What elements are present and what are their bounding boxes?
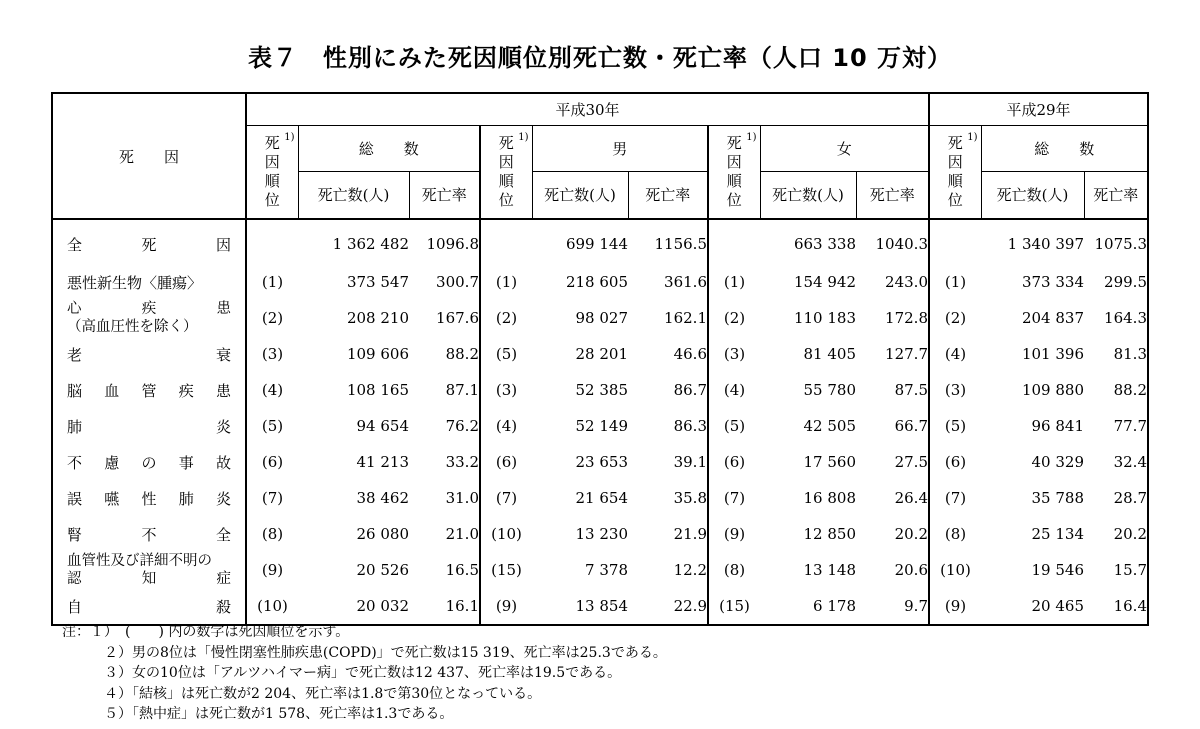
table-row <box>52 588 1148 625</box>
rate-cell: 300.7 <box>409 264 480 300</box>
rate-cell: 32.4 <box>1084 444 1148 480</box>
rate-cell: 9.7 <box>856 588 929 625</box>
header-total-h29: 総 数 <box>981 125 1148 171</box>
rank-cell: (1) <box>723 273 746 291</box>
rate-cell: 21.0 <box>409 516 480 552</box>
table-header <box>52 93 1148 219</box>
rate-cell: 16.5 <box>409 552 480 588</box>
cause-name: 心 疾 患 （高血圧性を除く） <box>52 300 246 336</box>
rate-cell: 20.6 <box>856 552 929 588</box>
deaths-cell: 13 854 <box>532 588 628 625</box>
deaths-cell: 41 213 <box>356 453 409 471</box>
deaths-cell: 35 788 <box>1031 489 1084 507</box>
rank-cell: (5) <box>261 417 284 435</box>
deaths-cell: 94 654 <box>356 417 409 435</box>
rate-cell: 12.2 <box>628 552 708 588</box>
rate-cell: 31.0 <box>409 480 480 516</box>
deaths-cell: 204 837 <box>1021 309 1084 327</box>
footnote-line: ３）女の10位は「アルツハイマー病」で死亡数は12 437、死亡率は19.5である。 <box>104 665 622 681</box>
rate-cell: 26.4 <box>856 480 929 516</box>
header-deaths: 死亡数(人) <box>981 171 1084 219</box>
table-title: 表７ 性別にみた死因順位別死亡数・死亡率（人口 10 万対） <box>247 44 953 72</box>
rank-cell: (9) <box>929 588 981 625</box>
cause-name: 脳 血 管 疾 患 <box>52 372 246 408</box>
rank-cell: (10) <box>940 561 971 579</box>
rate-cell: 35.8 <box>628 480 708 516</box>
cause-name: 誤 嚥 性 肺 炎 <box>52 480 246 516</box>
rate-cell: 76.2 <box>409 408 480 444</box>
cause-name: 悪性新生物〈腫瘍〉 <box>52 264 246 300</box>
rate-cell: 172.8 <box>856 300 929 336</box>
rank-cell: (4) <box>944 345 967 363</box>
rank-cell: (9) <box>480 588 532 625</box>
deaths-cell: 13 230 <box>575 525 628 543</box>
rank-cell: (4) <box>723 381 746 399</box>
deaths-cell: 208 210 <box>346 309 409 327</box>
rate-cell: 88.2 <box>1084 372 1148 408</box>
deaths-cell: 40 329 <box>1031 453 1084 471</box>
header-rate: 死亡率 <box>409 171 480 219</box>
header-deaths: 死亡数(人) <box>532 171 628 219</box>
rank-cell: (10) <box>491 525 522 543</box>
header-rate: 死亡率 <box>856 171 929 219</box>
table-row <box>52 408 1148 444</box>
deaths-cell: 38 462 <box>356 489 409 507</box>
header-male: 男 <box>532 125 708 171</box>
header-rank-total: 1) 死 因 順 位 <box>246 125 298 219</box>
deaths-cell: 218 605 <box>565 273 628 291</box>
rate-cell: 16.1 <box>409 588 480 625</box>
table-row <box>52 264 1148 300</box>
rate-cell: 87.5 <box>856 372 929 408</box>
rate-cell: 86.3 <box>628 408 708 444</box>
deaths-cell: 109 606 <box>346 345 409 363</box>
rate-cell: 1040.3 <box>856 219 929 264</box>
rank-cell <box>929 219 981 264</box>
deaths-cell: 373 334 <box>1021 273 1084 291</box>
deaths-cell: 42 505 <box>803 417 856 435</box>
deaths-cell: 110 183 <box>793 309 856 327</box>
cause-name: 不 慮 の 事 故 <box>52 444 246 480</box>
rate-cell: 33.2 <box>409 444 480 480</box>
rank-cell: (8) <box>944 525 967 543</box>
deaths-cell: 373 547 <box>346 273 409 291</box>
rate-cell: 1156.5 <box>628 219 708 264</box>
rank-cell: (7) <box>723 489 746 507</box>
rank-cell: (9) <box>723 525 746 543</box>
rate-cell: 77.7 <box>1084 408 1148 444</box>
rate-cell: 28.7 <box>1084 480 1148 516</box>
deaths-cell: 101 396 <box>1021 345 1084 363</box>
deaths-cell: 17 560 <box>803 453 856 471</box>
header-cause: 死 因 <box>52 93 246 219</box>
deaths-cell: 7 378 <box>585 561 628 579</box>
deaths-cell: 52 149 <box>575 417 628 435</box>
rate-cell: 20.2 <box>1084 516 1148 552</box>
deaths-cell: 23 653 <box>575 453 628 471</box>
rank-cell: (15) <box>708 588 760 625</box>
table-row <box>52 480 1148 516</box>
rate-cell: 299.5 <box>1084 264 1148 300</box>
deaths-cell: 108 165 <box>346 381 409 399</box>
rank-cell: (15) <box>491 561 522 579</box>
deaths-cell: 1 362 482 <box>332 235 409 253</box>
rank-cell: (6) <box>495 453 518 471</box>
table-row <box>52 516 1148 552</box>
cause-name: 血管性及び詳細不明の 認 知 症 <box>52 552 246 588</box>
rank-cell: (7) <box>495 489 518 507</box>
rate-cell: 81.3 <box>1084 336 1148 372</box>
rank-cell: (3) <box>495 381 518 399</box>
rate-cell: 21.9 <box>628 516 708 552</box>
deaths-cell: 19 546 <box>1031 561 1084 579</box>
rate-cell: 20.2 <box>856 516 929 552</box>
rate-cell: 1075.3 <box>1084 219 1148 264</box>
rank-cell: (7) <box>261 489 284 507</box>
rate-cell: 22.9 <box>628 588 708 625</box>
rank-cell: (10) <box>246 588 298 625</box>
header-rank-h29: 1) 死 因 順 位 <box>929 125 981 219</box>
rank-cell: (9) <box>261 561 284 579</box>
rate-cell: 167.6 <box>409 300 480 336</box>
deaths-cell: 699 144 <box>565 235 628 253</box>
header-female: 女 <box>760 125 929 171</box>
rank-cell: (3) <box>944 381 967 399</box>
deaths-cell: 154 942 <box>793 273 856 291</box>
rank-cell: (2) <box>723 309 746 327</box>
rank-cell: (1) <box>944 273 967 291</box>
deaths-cell: 28 201 <box>575 345 628 363</box>
deaths-cell: 1 340 397 <box>1007 235 1084 253</box>
rate-cell: 16.4 <box>1084 588 1148 625</box>
rate-cell: 88.2 <box>409 336 480 372</box>
deaths-cell: 25 134 <box>1031 525 1084 543</box>
rate-cell: 361.6 <box>628 264 708 300</box>
table-row <box>52 444 1148 480</box>
deaths-cell: 20 032 <box>298 588 409 625</box>
deaths-cell: 21 654 <box>575 489 628 507</box>
mortality-table <box>51 92 1149 626</box>
footnote-line: ２）男の8位は「慢性閉塞性肺疾患(COPD)」で死亡数は15 319、死亡率は25.3である。 <box>104 644 667 661</box>
header-year-h29: 平成29年 <box>929 93 1148 125</box>
footnote-line: ４）「結核」は死亡数が2 204、死亡率は1.8で第30位となっている。 <box>104 685 542 702</box>
rank-cell: (1) <box>495 273 518 291</box>
rank-cell <box>480 219 532 264</box>
footnote-line: ５）「熱中症」は死亡数が1 578、死亡率は1.3である。 <box>104 706 454 722</box>
deaths-cell: 96 841 <box>1031 417 1084 435</box>
header-total: 総 数 <box>298 125 480 171</box>
rank-cell: (6) <box>944 453 967 471</box>
deaths-cell: 663 338 <box>793 235 856 253</box>
header-deaths: 死亡数(人) <box>760 171 856 219</box>
footnote-line: 注：１） ( ) 内の数字は死因順位を示す。 <box>62 624 350 640</box>
header-year-h30: 平成30年 <box>246 93 929 125</box>
rank-cell: (1) <box>261 273 284 291</box>
rank-cell: (6) <box>261 453 284 471</box>
table-row <box>52 336 1148 372</box>
rate-cell: 39.1 <box>628 444 708 480</box>
cause-name: 腎 不 全 <box>52 516 246 552</box>
cause-name: 全 死 因 <box>52 219 246 264</box>
rate-cell: 1096.8 <box>409 219 480 264</box>
deaths-cell: 20 526 <box>356 561 409 579</box>
table-row <box>52 552 1148 588</box>
rate-cell: 66.7 <box>856 408 929 444</box>
rate-cell: 243.0 <box>856 264 929 300</box>
deaths-cell: 52 385 <box>575 381 628 399</box>
rank-cell: (3) <box>261 345 284 363</box>
table-body <box>52 219 1148 625</box>
deaths-cell: 109 880 <box>1021 381 1084 399</box>
deaths-cell: 20 465 <box>981 588 1084 625</box>
rank-cell: (8) <box>261 525 284 543</box>
cause-name: 自 殺 <box>52 588 246 625</box>
rank-cell: (4) <box>261 381 284 399</box>
rate-cell: 86.7 <box>628 372 708 408</box>
rank-cell: (5) <box>495 345 518 363</box>
table-row <box>52 219 1148 264</box>
rank-cell: (3) <box>723 345 746 363</box>
footnotes <box>62 622 667 725</box>
rank-cell: (7) <box>944 489 967 507</box>
cause-name: 老 衰 <box>52 336 246 372</box>
table-row <box>52 300 1148 336</box>
deaths-cell: 81 405 <box>803 345 856 363</box>
table-row <box>52 372 1148 408</box>
rank-cell <box>246 219 298 264</box>
header-rate: 死亡率 <box>628 171 708 219</box>
deaths-cell: 26 080 <box>356 525 409 543</box>
cause-name: 肺 炎 <box>52 408 246 444</box>
rate-cell: 46.6 <box>628 336 708 372</box>
deaths-cell: 16 808 <box>803 489 856 507</box>
rank-cell: (2) <box>495 309 518 327</box>
header-rank-female: 1) 死 因 順 位 <box>708 125 760 219</box>
header-rank-male: 1) 死 因 順 位 <box>480 125 532 219</box>
header-rate: 死亡率 <box>1084 171 1148 219</box>
rank-cell: (4) <box>495 417 518 435</box>
rank-cell: (6) <box>723 453 746 471</box>
rank-cell: (5) <box>723 417 746 435</box>
deaths-cell: 98 027 <box>575 309 628 327</box>
header-deaths: 死亡数(人) <box>298 171 409 219</box>
rate-cell: 127.7 <box>856 336 929 372</box>
rank-cell <box>708 219 760 264</box>
rate-cell: 15.7 <box>1084 552 1148 588</box>
deaths-cell: 6 178 <box>760 588 856 625</box>
rate-cell: 164.3 <box>1084 300 1148 336</box>
rank-cell: (8) <box>723 561 746 579</box>
deaths-cell: 13 148 <box>803 561 856 579</box>
deaths-cell: 55 780 <box>803 381 856 399</box>
deaths-cell: 12 850 <box>803 525 856 543</box>
rank-cell: (2) <box>261 309 284 327</box>
rank-cell: (5) <box>944 417 967 435</box>
rate-cell: 27.5 <box>856 444 929 480</box>
rate-cell: 162.1 <box>628 300 708 336</box>
rank-cell: (2) <box>944 309 967 327</box>
rate-cell: 87.1 <box>409 372 480 408</box>
